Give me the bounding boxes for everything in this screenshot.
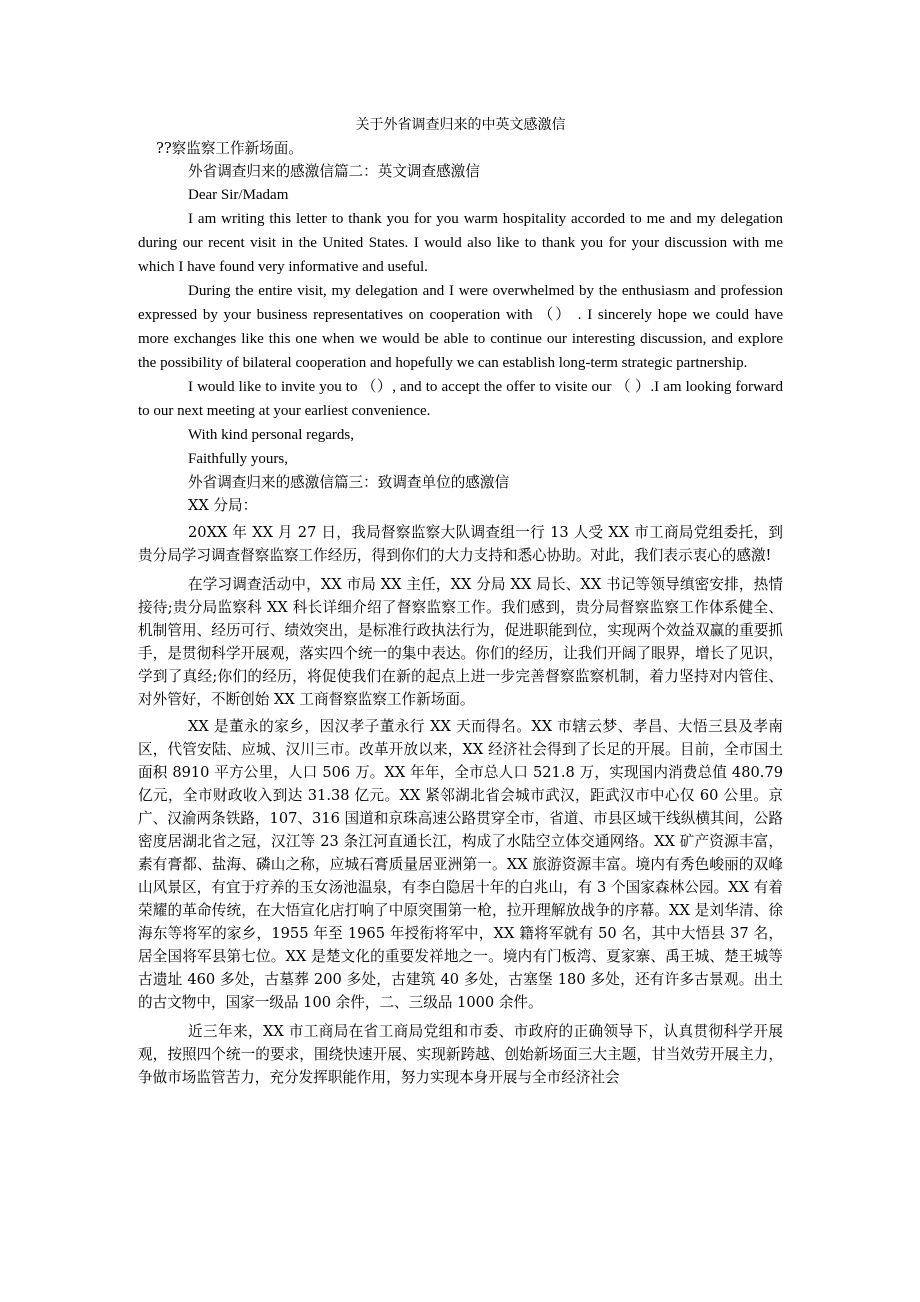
closing-signoff: Faithfully yours, [188,451,288,467]
chinese-paragraph-2: 在学习调查活动中，XX 市局 XX 主任，XX 分局 XX 局长、XX 书记等领导缜密安排，热情接待;贵分局监察科 XX 科长详细介绍了督察监察工作。我们感到，贵分局督察监察工作体系健全、机制管用、经历可行、绩效突出，是标准行政执法行为，促进职能到位，实现两个效益双赢的重要抓手，是贯彻科学开展观，落实四个统一的集中表达。你们的经历，让我们开阔了眼界，增长了见识，学到了真经;你们的经历，将促使我们在新的起点上进一步完善督察监察机制，着力坚持对内管住、对外管好，不断创始 XX 工商督察监察工作新场面。 [138,576,783,708]
closing-regards: With kind personal regards, [188,427,355,443]
document-title: 关于外省调查归来的中英文感激信 [355,117,566,133]
salutation: Dear Sir/Madam [188,187,289,203]
chinese-paragraph-4: 近三年来，XX 市工商局在省工商局党组和市委、市政府的正确领导下，认真贯彻科学开展观，按照四个统一的要求，围绕快速开展、实现新跨越、创始新场面三大主题，甘当效劳开展主力，争做市场监管苦力，充分发挥职能作用，努力实现本身开展与全市经济社会 [138,1023,783,1086]
english-paragraph-2: During the entire visit, my delegation and I were overwhelmed by the enthusiasm and profession expressed by your business representatives on cooperation with （） . I sincerely hope we could have more exchanges like this one when we would be able to continue our interesting discussion, and explore the possibility of bilateral cooperation and hopefully we can establish long-term strategic partnership. [138,283,783,371]
document-page [138,113,783,1089]
chinese-paragraph-1: 20XX 年 XX 月 27 日，我局督察监察大队调查组一行 13 人受 XX 市工商局党组委托，到贵分局学习调查督察监察工作经历，得到你们的大力支持和悉心协助。对此，我们表示衷心的感激! [138,524,783,564]
english-paragraph-3: I would like to invite you to （）, and to accept the offer to visite our （ ）.I am looking forward to our next meeting at your earliest convenience. [138,379,783,419]
chinese-paragraph-3: XX 是董永的家乡，因汉孝子董永行 XX 天而得名。XX 市辖云梦、孝昌、大悟三县及孝南区，代管安陆、应城、汉川三市。改革开放以来，XX 经济社会得到了长足的开展。目前，全市国土面积 8910 平方公里，人口 506 万。XX 年年，全市总人口 521.8 万，实现国内消费总值 480.79 亿元，全市财政收入到达 31.38 亿元。XX 紧邻湖北省会城市武汉，距武汉市中心仅 60 公里。京广、汉渝两条铁路，107、316 国道和京珠高速公路贯穿全市，省道、市县区域干线纵横其间，公路密度居湖北省之冠，汉江等 23 条江河直通长江，构成了水陆空立体交通网络。XX 矿产资源丰富，素有膏都、盐海、磷山之称，应城石膏质量居亚洲第一。XX 旅游资源丰富。境内有秀色峻丽的双峰山风景区，有宜于疗养的玉女汤池温泉，有李白隐居十年的白兆山，有 3 个国家森林公园。XX 有着荣耀的革命传统，在大悟宣化店打响了中原突围第一枪，拉开理解放战争的序幕。XX 是刘华清、徐海东等将军的家乡，1955 年至 1965 年授衔将军中，XX 籍将军就有 50 名，其中大悟县 37 名，居全国将军县第七位。XX 是楚文化的重要发祥地之一。境内有门板湾、夏家寨、禹王城、楚王城等古遗址 460 多处，古墓葬 200 多处，古建筑 40 多处，古塞堡 180 多处，还有许多古景观。出土的古文物中，国家一级品 100 余件，二、三级品 1000 余件。 [138,718,783,1011]
line-fragment: ??察监察工作新场面。 [156,140,303,157]
section-heading-3: 外省调查归来的感激信篇三：致调查单位的感激信 [188,474,510,491]
addressee: XX 分局： [188,497,258,514]
english-paragraph-1: I am writing this letter to thank you for you warm hospitality accorded to me and my delegation during our recent visit in the United States. I would also like to thank you for your discussion with me which I have found very informative and useful. [138,211,783,275]
section-heading-2: 外省调查归来的感激信篇二：英文调查感激信 [188,163,480,180]
